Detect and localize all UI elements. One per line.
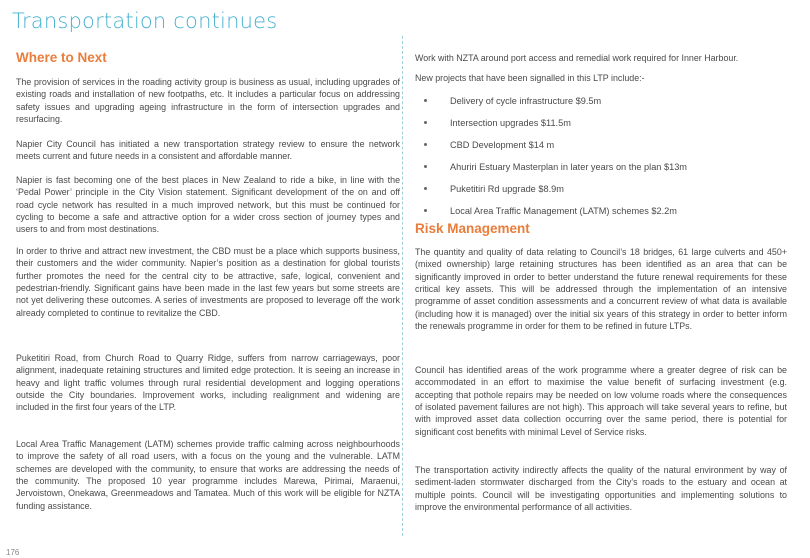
bullet-icon [424,187,427,190]
list-item: Ahuriri Estuary Masterplan in later years on the plan $13m [415,161,775,183]
bullet-icon [424,165,427,168]
bullet-icon [424,121,427,124]
page-number: 176 [6,548,20,557]
page-title: Transportation continues [12,9,278,33]
where-to-next-heading: Where to Next [16,50,107,65]
list-item: Intersection upgrades $11.5m [415,117,775,139]
list-item: Delivery of cycle infrastructure $9.5m [415,95,775,117]
paragraph-environment: The transportation activity indirectly affects the quality of the natural environment by way of sediment-laden stormwater discharged from the City’s roads to the estuary and ocean at multiple points. Council will be investigating opportunities and implementing solutions to improve the environmental performance of all activities. [415,465,787,513]
bullet-icon [424,99,427,102]
paragraph-transport-strategy: Napier City Council has initiated a new transportation strategy review to ensure the network meets current and future needs in a consistent and affordable manner. [16,139,400,162]
column-divider [402,36,403,536]
bullet-icon [424,209,427,212]
list-item: Puketitiri Rd upgrade $8.9m [415,183,775,205]
paragraph-nzta: Work with NZTA around port access and remedial work required for Inner Harbour. [415,53,739,63]
projects-list [415,95,775,228]
paragraph-latm: Local Area Traffic Management (LATM) schemes provide traffic calming across neighbourhoods to improve the safety of all road users, with a focus on the young and the vulnerable. LATM schemes are developed with the community, to ensure that works are addressing the needs of the community. The proposed 10 year programme includes Marewa, Pirimai, Maraenui, Jervoistown, Onekawa, Greenmeadows and Tamatea. Much of this work will be eligible for NZTA funding assistance. [16,439,400,511]
risk-management-heading: Risk Management [415,221,530,236]
paragraph-risk-accommodation: Council has identified areas of the work programme where a greater degree of risk can be accommodated in an effort to maximise the value benefit of surfacing investment (e.g. accepting that pothole repairs may be needed on low volume roads where the consequences of isolated pavement failures are not high). This approach will take several years to refine, but with improved asset data collection occurring over the same period, there is potential for significant cost benefits with minimal Level of Service risks. [415,365,787,437]
paragraph-cbd: In order to thrive and attract new investment, the CBD must be a place which supports business, their customers and the wider community. Napier’s position as a destination for global tourists further promotes the need for the central city to be attractive, safe, logical, convenient and pedestrian-friendly. Significant gains have been made in the last few years but some streets are not yet delivering these outcomes. A series of investments are proposed to leverage off the work already completed to continue to revitalize the CBD. [16,246,400,318]
paragraph-roading-services: The provision of services in the roading activity group is business as usual, including upgrades of existing roads and installation of new footpaths, etc. It includes a particular focus on addressing safety issues and upgrading ageing infrastructure in the form of intersection upgrades and resurfacing. [16,77,400,125]
bullet-icon [424,143,427,146]
list-item: Local Area Traffic Management (LATM) schemes $2.2m [415,205,775,227]
paragraph-puketitiri-road: Puketitiri Road, from Church Road to Quarry Ridge, suffers from narrow carriageways, poor alignment, inadequate retaining structures and limited edge protection. It is seeing an increase in heavy and light traffic volumes through rural residential development and logging operations outside the City boundaries. Improvement works, including realignment and widening are included in the first four years of the LTP. [16,353,400,413]
paragraph-new-projects: New projects that have been signalled in this LTP include:- [415,73,645,83]
paragraph-cycling: Napier is fast becoming one of the best places in New Zealand to ride a bike, in line with the ‘Pedal Power’ principle in the City Vision statement. Significant development of the on and off road cycle network has resulted in a much improved network, but this must be continued for cycling to become a safe and attractive option for a wider cross section of journey types and users to and from most destinations. [16,175,400,235]
paragraph-asset-data: The quantity and quality of data relating to Council’s 18 bridges, 61 large culverts and 450+ (mixed ownership) large retaining structures has been identified as an area that can be significantly improved in order to better understand the future renewal requirements for these critical key assets. This will be addressed through the implementation of an intensive programme of asset condition assessments and a concurrent review of what data is available (including how it is managed) over the initial six years of this strategy in order to better inform the renewals programme in order for them to be refined in future LTPs. [415,247,787,332]
list-item: CBD Development $14 m [415,139,775,161]
